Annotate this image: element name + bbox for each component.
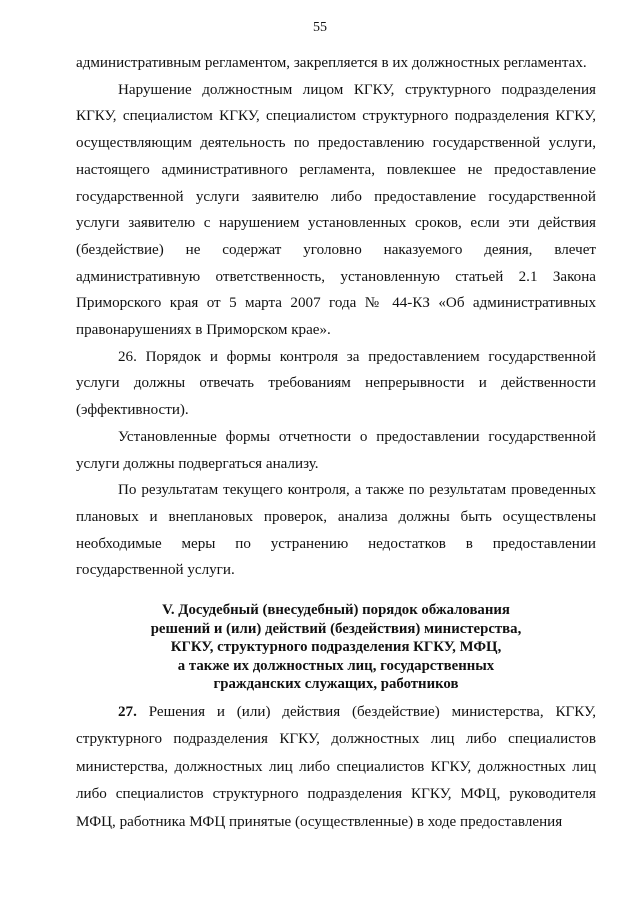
body-text [76, 50, 596, 584]
section-heading-line: КГКУ, структурного подразделения КГКУ, МФЦ, [170, 639, 502, 656]
paragraph-control-procedure: 26. Порядок и формы контроля за предоставлением государственной услуги должны отвечать требованиям непрерывности и действенности (эффективности). [76, 348, 596, 419]
paragraph-control-results: По результатам текущего контроля, а также по результатам проведенных плановых и внеплановых проверок, анализа должны быть осуществлены необходимые меры по устранению недостатков в предоставлении государственной услуги. [76, 482, 596, 579]
section-heading-line: V. Досудебный (внесудебный) порядок обжалования [162, 602, 510, 618]
item-text: Решения и (или) действия (бездействие) министерства, КГКУ, структурного подразделения КГКУ, должностных лиц либо специалистов министерства, должностных лиц либо специалистов КГКУ, должностных лиц либо специалистов структурного подразделения КГКУ, МФЦ, руководителя МФЦ, работника МФЦ принятые (осуществленные) в ходе предоставления [76, 704, 596, 830]
page-number: 55 [313, 20, 327, 35]
section-body [76, 699, 596, 836]
paragraph-violation-liability: Нарушение должностным лицом КГКУ, структурного подразделения КГКУ, специалистом КГКУ, специалистом структурного подразделения КГКУ, осуществляющим деятельность по предоставлению государственной услуги, настоящего административного регламента, повлекшее не предоставление государственной услуги заявителю либо предоставление государственной услуги заявителю с нарушением установленных сроков, если эти действия (бездействие) не содержат уголовно наказуемого деяния, влечет административную ответственность, установленную статьей 2.1 Закона Приморского края от 5 марта 2007 года № 44-КЗ «Об административных правонарушениях в Приморском крае». [76, 81, 596, 339]
paragraph-continuation: административным регламентом, закрепляется в их должностных регламентах. [76, 55, 587, 71]
section-heading [76, 601, 596, 694]
paragraph-item-27 [76, 699, 596, 836]
section-heading-line: гражданских служащих, работников [213, 676, 459, 693]
item-number: 27. [118, 704, 137, 720]
paragraph-reporting-forms: Установленные формы отчетности о предоставлении государственной услуги должны подвергаться анализу. [76, 428, 596, 472]
section-heading-line: решений и (или) действий (бездействия) министерства, [150, 620, 522, 637]
section-heading-line: а также их должностных лиц, государственных [177, 657, 495, 674]
